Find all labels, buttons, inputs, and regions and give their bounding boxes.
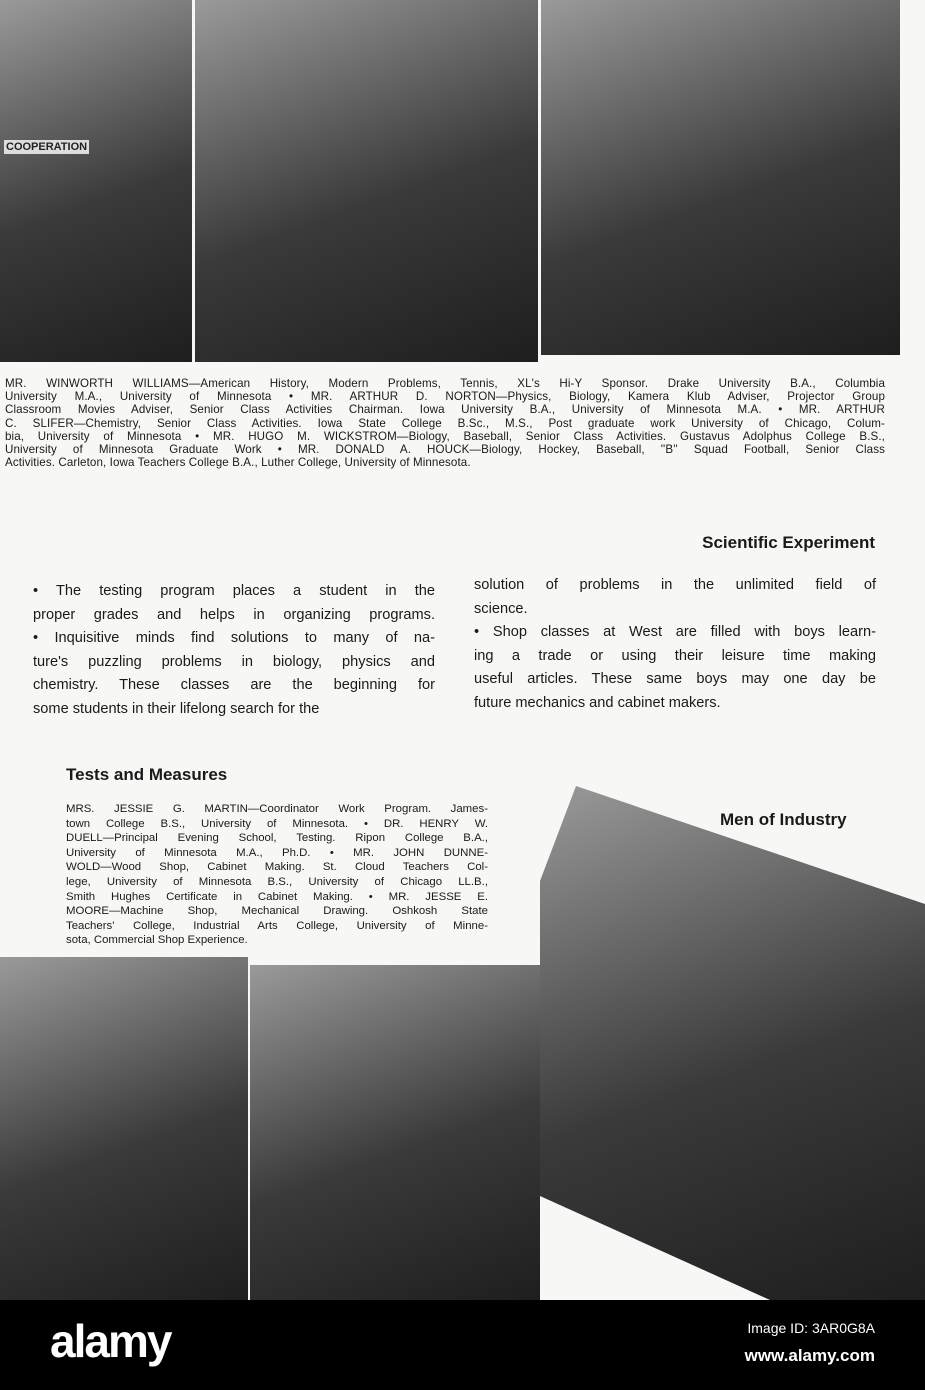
text-line: ture's puzzling problems in biology, physics and (33, 653, 435, 670)
text-line: • Inquisitive minds find solutions to many of na- (33, 630, 435, 646)
text-line: MOORE—Machine Shop, Mechanical Drawing. Oshkosh State (66, 905, 488, 918)
poster-text: COOPERATION (6, 141, 88, 153)
text-line: Smith Hughes Certificate in Cabinet Making. • MR. JESSE E. (66, 890, 488, 903)
photo-martin (0, 957, 248, 1300)
text-line: useful articles. These same boys may one day be (474, 671, 876, 687)
text-line: C. SLIFER—Chemistry, Senior Class Activities. Iowa State College B.Sc., M.S., Post graduate work University of Chicago, Colum- (5, 416, 885, 430)
image-id: Image ID: 3AR0G8A (747, 1320, 875, 1336)
text-line: University M.A., University of Minnesota • MR. ARTHUR D. NORTON—Physics, Biology, Kamera Klub Adviser, Projector Group (5, 390, 885, 404)
photo-williams (0, 0, 192, 362)
photo-men-of-industry (540, 786, 925, 1300)
text-line: town College B.S., University of Minnesota. • DR. HENRY W. (66, 817, 488, 830)
body-left-column (33, 580, 435, 721)
alamy-logo: alamy (50, 1315, 171, 1367)
top-caption (5, 377, 885, 469)
text-line: • Shop classes at West are filled with boys learn- (474, 624, 876, 640)
text-line: • The testing program places a student in the (33, 583, 435, 599)
heading-tests-and-measures: Tests and Measures (66, 765, 228, 784)
watermark-footer (0, 1300, 925, 1390)
heading-scientific-experiment: Scientific Experiment (702, 533, 875, 552)
text-line: University of Minnesota Graduate Work • MR. DONALD A. HOUCK—Biology, Hockey, Baseball, ''B'' Squad Football, Senior Class (5, 443, 885, 457)
text-line: Activities. Carleton, Iowa Teachers College B.A., Luther College, University of Minnesota. (5, 456, 471, 470)
text-line: science. (474, 600, 528, 617)
text-line: lege, University of Minnesota B.S., University of Chicago LL.B., (66, 875, 488, 888)
text-line: MRS. JESSIE G. MARTIN—Coordinator Work Program. James- (66, 803, 488, 815)
text-line: MR. WINWORTH WILLIAMS—American History, Modern Problems, Tennis, XL's Hi-Y Sponsor. Drake University B.A., Columbia (5, 377, 885, 390)
text-line: bia, University of Minnesota • MR. HUGO M. WICKSTROM—Biology, Baseball, Senior Class Activities. Gustavus Adolphus College B.S., (5, 429, 885, 443)
text-line: WOLD—Wood Shop, Cabinet Making. St. Cloud Teachers Col- (66, 861, 488, 874)
text-line: Classroom Movies Adviser, Senior Class Activities Chairman. Iowa University B.A., University of Minnesota M.A. • MR. ARTHUR (5, 403, 885, 417)
text-line: future mechanics and cabinet makers. (474, 694, 721, 711)
heading-men-of-industry: Men of Industry (720, 810, 847, 829)
body-right-column (474, 574, 876, 715)
text-line: DUELL—Principal Evening School, Testing. Ripon College B.A., (66, 832, 488, 845)
text-line: some students in their lifelong search for the (33, 700, 320, 717)
text-line: Teachers' College, Industrial Arts College, University of Minne- (66, 919, 488, 932)
text-line: sota, Commercial Shop Experience. (66, 934, 248, 947)
bottom-caption (66, 802, 488, 948)
text-line: proper grades and helps in organizing programs. (33, 606, 435, 623)
text-line: chemistry. These classes are the beginning for (33, 677, 435, 693)
photo-duell (250, 965, 540, 1300)
text-line: solution of problems in the unlimited field of (474, 577, 876, 593)
photo-wickstrom-houck (541, 0, 900, 355)
text-line: ing a trade or using their leisure time making (474, 647, 876, 664)
text-line: University of Minnesota M.A., Ph.D. • MR. JOHN DUNNE- (66, 846, 488, 859)
alamy-url: www.alamy.com (744, 1346, 875, 1365)
photo-norton-slifer-lab (195, 0, 538, 362)
